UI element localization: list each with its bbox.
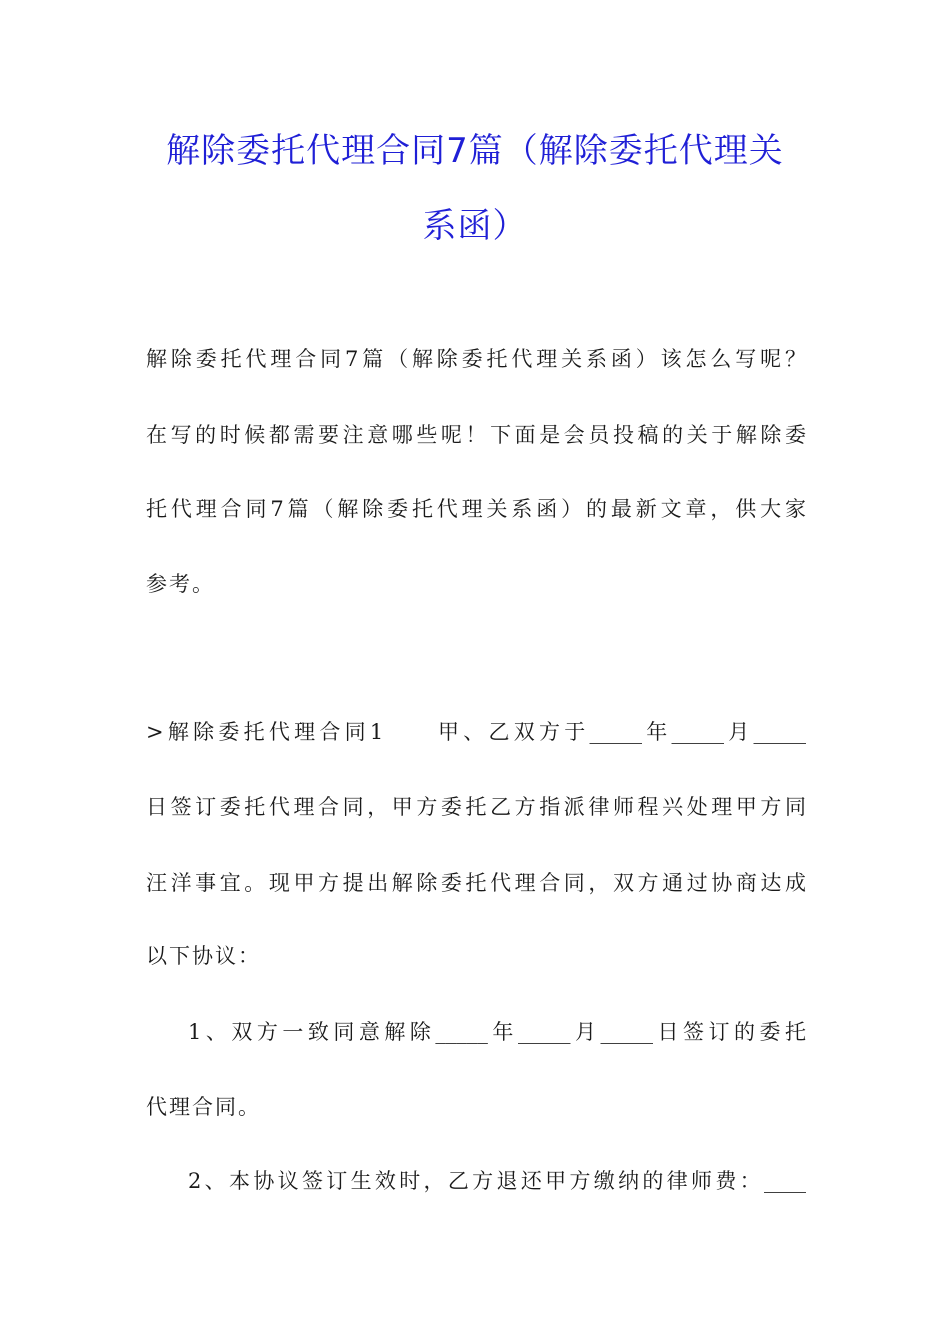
document-title-line-1: 解除委托代理合同7篇（解除委托代理关 (166, 131, 784, 171)
section-line-4: 以下协议： (146, 944, 261, 968)
intro-line-4: 参考。 (146, 572, 215, 596)
document-title-line-2: 系函） (422, 206, 528, 246)
section-line-3: 汪洋事宜。现甲方提出解除委托代理合同，双方通过协商达成 (146, 871, 806, 895)
intro-line-1: 解除委托代理合同7篇（解除委托代理关系函）该怎么写呢？ (146, 347, 806, 371)
intro-line-3: 托代理合同7篇（解除委托代理关系函）的最新文章，供大家 (146, 497, 806, 521)
intro-line-2: 在写的时候都需要注意哪些呢！下面是会员投稿的关于解除委 (146, 423, 806, 447)
item-2-line-1: 2、本协议签订生效时，乙方退还甲方缴纳的律师费：____ (188, 1169, 806, 1193)
section-line-1: >解除委托代理合同1 甲、乙双方于_____年_____月_____ (146, 720, 806, 744)
section-line-2: 日签订委托代理合同，甲方委托乙方指派律师程兴处理甲方同 (146, 795, 806, 819)
item-1-line-1: 1、双方一致同意解除_____年_____月_____日签订的委托 (188, 1020, 806, 1044)
item-1-line-2: 代理合同。 (146, 1095, 261, 1119)
